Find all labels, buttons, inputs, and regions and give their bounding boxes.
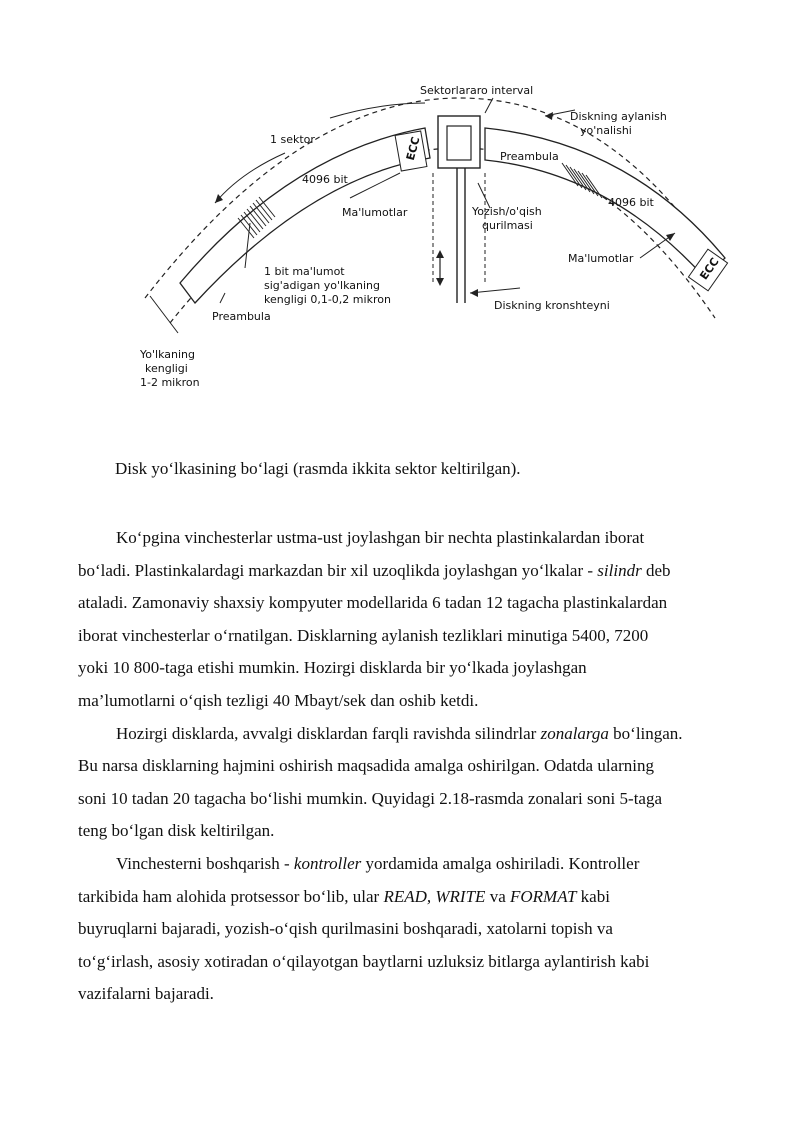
p3-line-2-a: tarkibida ham alohida protsessor bo‘lib, ular (78, 886, 384, 906)
p3-line-1-b: yordamida amalga oshiriladi. Kontroller (361, 853, 640, 873)
p1-line-5: yoki 10 800-taga etishi mumkin. Hozirgi disklarda bir yo‘lkada joylashgan (78, 658, 587, 678)
p2-line-3: soni 10 tadan 20 tagacha bo‘lishi mumkin. Quyidagi 2.18-rasmda zonalari soni 5-taga (78, 788, 663, 808)
label-preamble-left: Preambula (212, 310, 271, 323)
label-bits-right: 4096 bit (608, 196, 654, 209)
ecc-label-right: ECC (697, 255, 722, 283)
p3-line-4: to‘g‘irlash, asosiy xotiradan o‘qilayotgan baytlarni uzluksiz bitlarga aylantirish kabi (78, 951, 650, 971)
p2-line-2: Bu narsa disklarning hajmini oshirish maqsadida amalga oshirilgan. Odatda ularning (78, 756, 654, 776)
label-preamble-right: Preambula (500, 150, 559, 163)
p3-line-2 (78, 881, 746, 914)
label-track-2: kengligi (145, 362, 188, 375)
label-rotation: Diskning aylanish (570, 110, 667, 123)
p3-em-format: FORMAT (509, 886, 577, 906)
label-bitwidth-3: kengligi 0,1-0,2 mikron (264, 293, 391, 306)
label-one-sector: 1 sektor (270, 133, 315, 146)
p1-line-3: ataladi. Zamonaviy shaxsiy kompyuter modellarida 6 tadan 12 tagacha plastinkalardan (78, 593, 668, 613)
label-arm: Diskning kronshteyni (494, 299, 610, 312)
p3-line-3: buyruqlarni bajaradi, yozish-o‘qish qurilmasini boshqaradi, xatolarni topish va (78, 919, 613, 939)
p2-line-4: teng bo‘lgan disk keltirilgan. (78, 821, 275, 841)
p3-line-2-c: kabi (576, 886, 610, 906)
p3-line-2-b: va (485, 886, 510, 906)
p1-line-2-text: bo‘ladi. Plastinkalardagi markazdan bir xil uzoqlikda joylashgan yo‘lkalar - (78, 560, 598, 580)
p3-line-1 (78, 848, 746, 881)
figure-caption: Disk yo‘lkasining bo‘lagi (rasmda ikkita sektor keltirilgan). (115, 459, 521, 478)
body-text (78, 522, 746, 1011)
p3-line-5: vazifalarni bajaradi. (78, 984, 214, 1004)
label-track-1: Yo'lkaning (140, 348, 195, 361)
p1-line-2-tail: deb (641, 560, 671, 580)
label-bitwidth-1: 1 bit ma'lumot (264, 265, 345, 278)
ecc-label-left: ECC (403, 135, 423, 162)
p2-line-1 (78, 718, 746, 751)
p1-line-1: Ko‘pgina vinchesterlar ustma-ust joylashgan bir nechta plastinkalardan iborat (116, 528, 645, 547)
p2-line-1-b: bo‘lingan. (608, 723, 683, 743)
p1-em-silindr: silindr (597, 560, 642, 580)
disk-track-figure (130, 78, 730, 398)
p1-line-4: iborat vinchesterlar o‘rnatilgan. Disklarning aylanish tezliklari minutiga 5400, 7200 (78, 625, 649, 645)
head-inner (447, 126, 471, 160)
label-head-2: qurilmasi (482, 219, 533, 232)
p3-em-read-write: READ, WRITE (383, 886, 486, 906)
p2-em-zonalarga: zonalarga (540, 723, 609, 743)
label-track-3: 1-2 mikron (140, 376, 200, 389)
label-head-1: Yozish/o'qish (472, 205, 542, 218)
label-sector-gap: Sektorlararo interval (420, 84, 534, 97)
label-bits-left: 4096 bit (302, 173, 348, 186)
label-bitwidth-2: sig'adigan yo'lkaning (264, 279, 380, 292)
label-rotation-2: yo'nalishi (580, 124, 632, 137)
p2-line-1-a: Hozirgi disklarda, avvalgi disklardan farqli ravishda silindrlar (116, 723, 541, 743)
label-data-left: Ma'lumotlar (342, 206, 408, 219)
p3-em-kontroller: kontroller (293, 853, 362, 873)
p3-line-1-a: Vinchesterni boshqarish - (116, 853, 294, 873)
p1-line-2 (78, 555, 746, 588)
p1-line-6: ma’lumotlarni o‘qish tezligi 40 Mbayt/sek dan oshib ketdi. (78, 690, 479, 710)
label-data-right: Ma'lumotlar (568, 252, 634, 265)
